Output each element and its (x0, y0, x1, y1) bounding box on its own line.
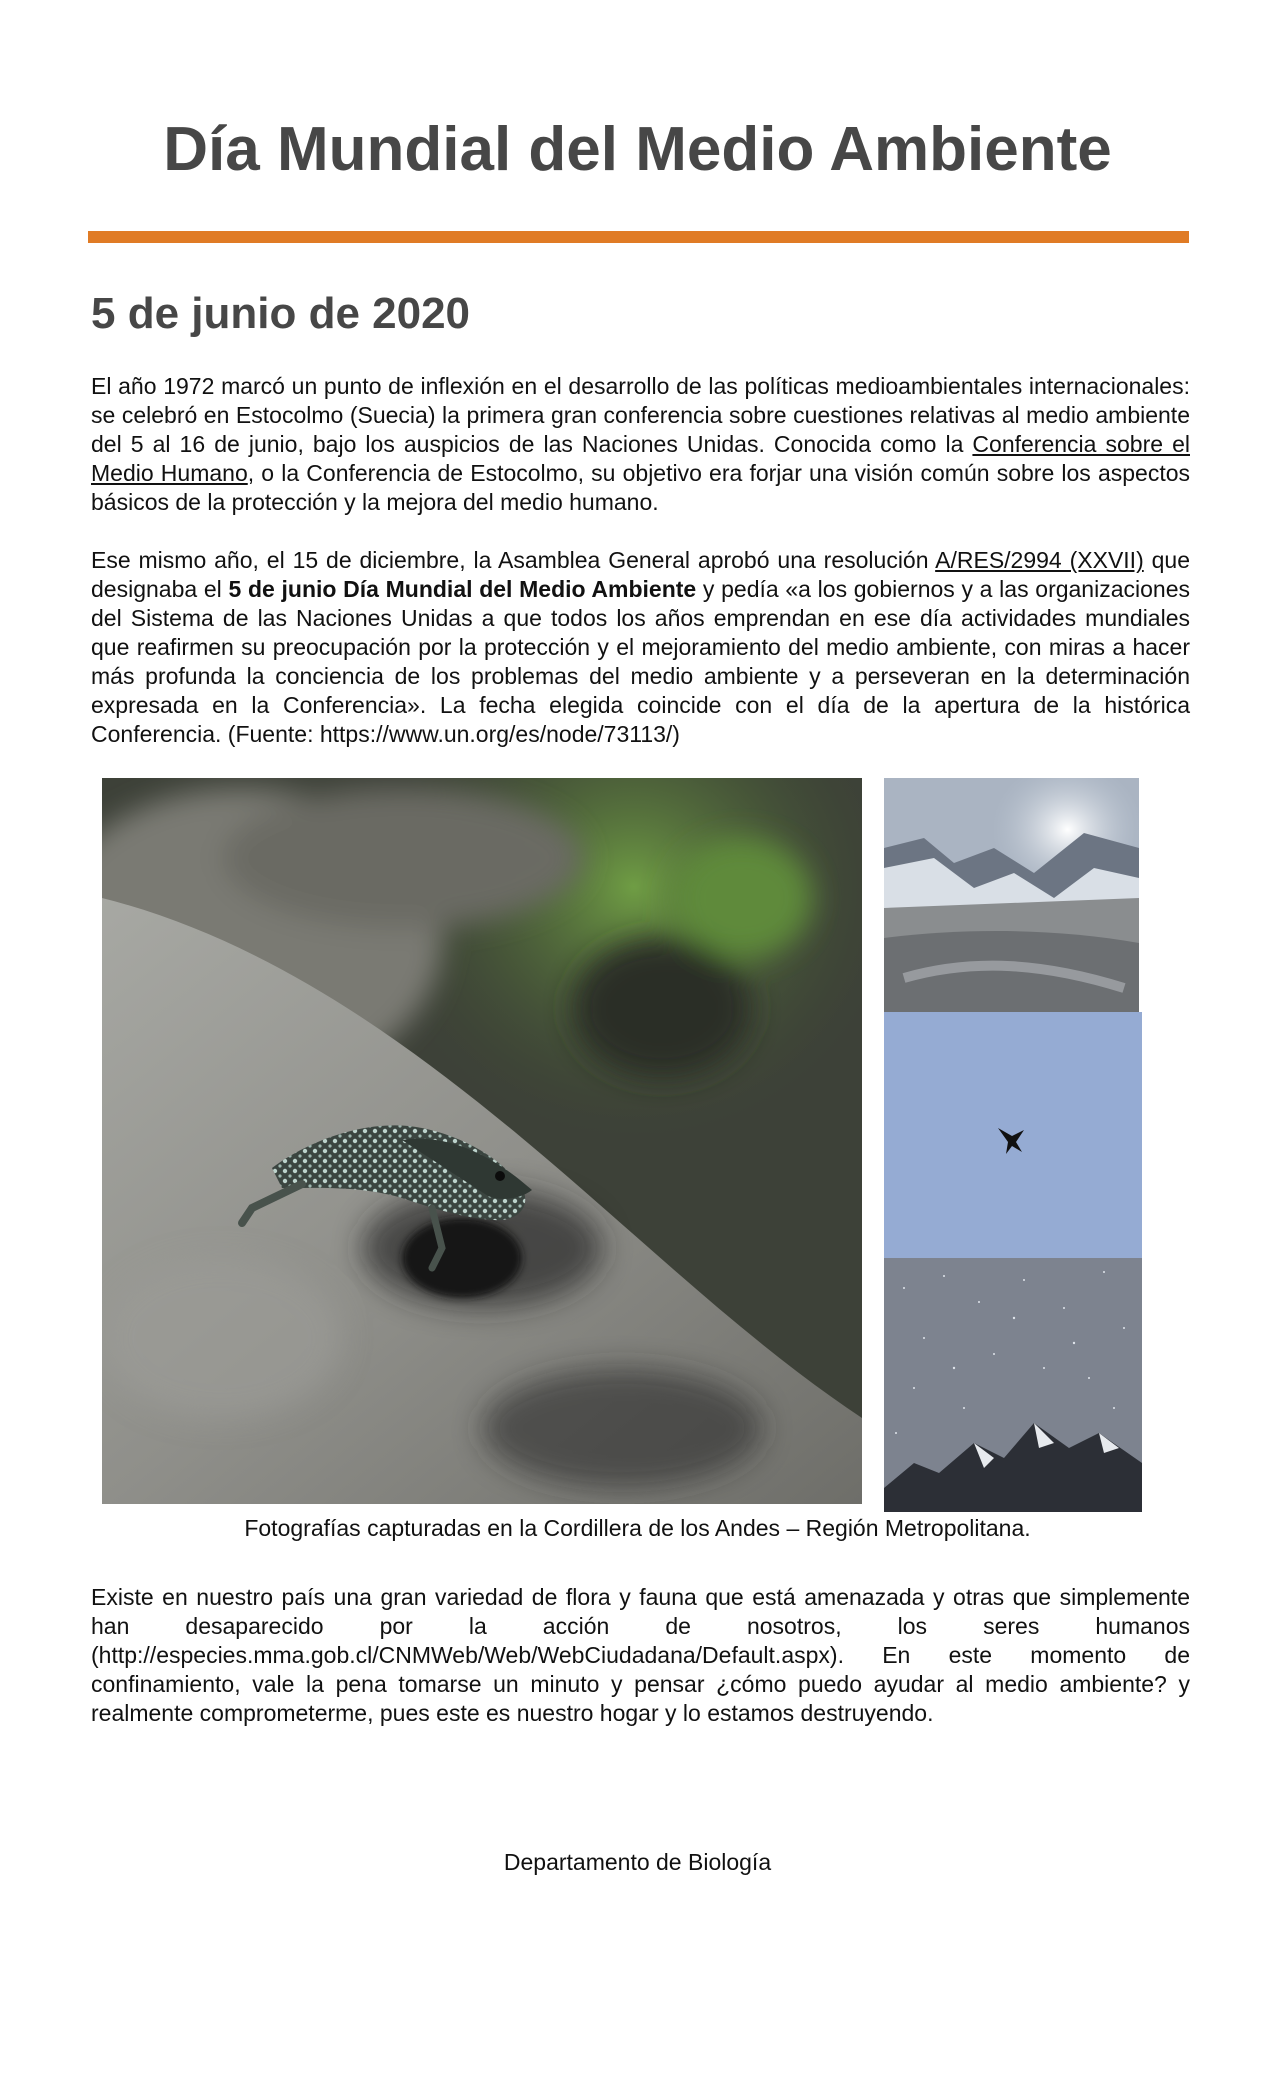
paragraph2-bold-date: 5 de junio Día Mundial del Medio Ambiente (228, 576, 697, 602)
paragraph-stockholm-conference (91, 372, 1190, 517)
photo-caption: Fotografías capturadas en la Cordillera de los Andes – Región Metropolitana. (244, 1515, 1031, 1541)
paragraph-resolution (91, 546, 1190, 749)
mountain-valley-photo (884, 778, 1139, 1012)
paragraph1-text-a: El año 1972 marcó un punto de inflexión en el desarrollo de las políticas medioambientales internacionales: se celebró en Estocolmo (Suecia) la primera gran conferencia sobre cuestiones relativas al medio ambiente del 5 al 16 de junio, bajo los auspicios de las Naciones Unidas. Conocida como la (91, 373, 1190, 457)
starry-mountains-photo (884, 1258, 1142, 1512)
paragraph2-text-a: Ese mismo año, el 15 de diciembre, la Asamblea General aprobó una resolución (91, 547, 936, 573)
title-divider (88, 231, 1189, 243)
paragraph-flora-fauna: Existe en nuestro país una gran variedad de flora y fauna que está amenazada y otras que simplemente han desaparecido por la acción de nosotros, los seres humanos (http://especies.mma.gob.cl/CNMWeb/Web/WebCiudadana/Default.aspx). En este momento de confinamiento, vale la pena tomarse un minuto y pensar ¿cómo puedo ayudar al medio ambiente? y realmente comprometerme, pues este es nuestro hogar y lo estamos destruyendo. (91, 1584, 1190, 1726)
paragraph2-text-c: y pedía «a los gobiernos y a las organizaciones del Sistema de las Naciones Unidas a que todos los años emprendan en ese día actividades mundiales que reafirmen su preocupación por la protección y el mejoramiento del medio ambiente, con miras a hacer más profunda la conciencia de los problemas del medio ambiente y a perseveran en la determinación expresada en la Conferencia». La fecha elegida coincide con el día de la apertura de la histórica Conferencia. (Fuente: https://www.un.org/es/node/73113/) (91, 576, 1190, 747)
link-conferencia-medio-humano[interactable]: Conferencia sobre el Medio Humano (91, 431, 1190, 486)
date-heading: 5 de junio de 2020 (91, 289, 471, 338)
paragraph1-text-b: , o la Conferencia de Estocolmo, su objetivo era forjar una visión común sobre los aspectos básicos de la protección y la mejora del medio humano. (91, 460, 1191, 515)
paragraph2-text-b: que designaba el (91, 547, 1190, 602)
signature-department: Departamento de Biología (503, 1849, 772, 1875)
link-resolution-a-res-2994[interactable]: A/RES/2994 (XXVII) (935, 547, 1144, 573)
condor-sky-photo (884, 1012, 1142, 1258)
page-title: Día Mundial del Medio Ambiente (163, 115, 1112, 184)
lizard-photo (102, 778, 862, 1504)
